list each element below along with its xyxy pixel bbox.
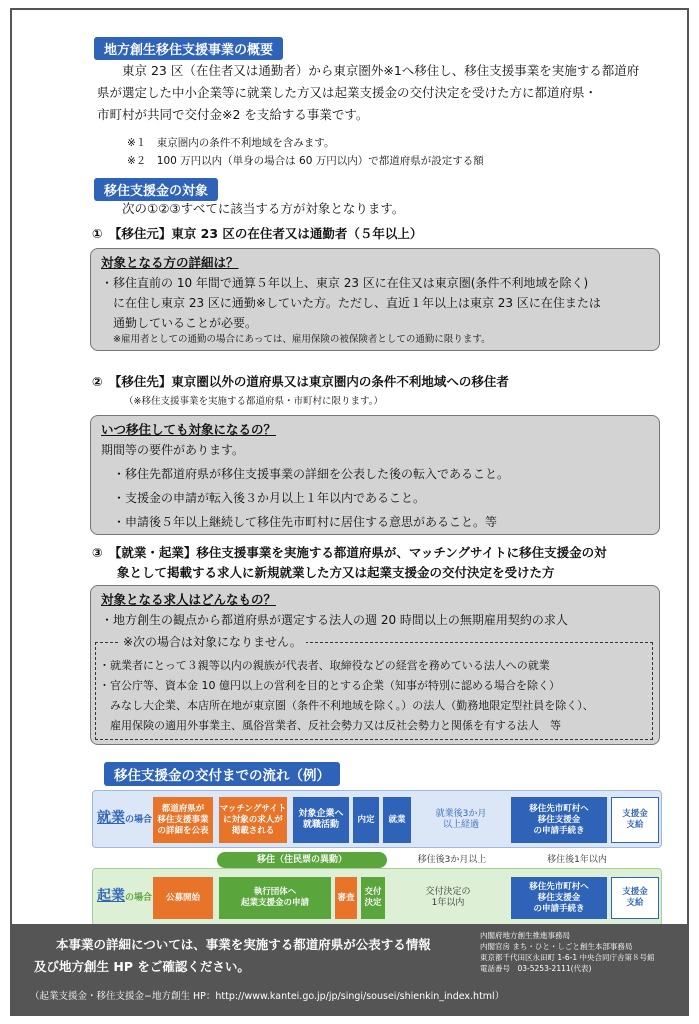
detail-box-title: 対象となる求人はどんなもの？: [101, 592, 277, 607]
overview-line: 東京 23 区（在住者又は通勤者）から東京圏外※1へ移住し、移住支援事業を実施する都道府: [122, 63, 640, 78]
target-intro: 次の①②③すべてに該当する方が対象となります。: [122, 201, 405, 216]
excluded-title: ※次の場合は対象になりません。: [119, 632, 306, 652]
flow-step: 就業後3か月 以上経過: [435, 809, 487, 830]
detail-note: ※雇用者としての通勤の場合にあっては、雇用保険の被保険者としての通勤に限ります。: [113, 334, 491, 345]
section-heading-target: 移住支援金の対象: [94, 178, 218, 201]
detail-box-2: [90, 415, 660, 535]
detail-box-3: [90, 585, 660, 745]
detail-box-title: いつ移住しても対象になるの？: [101, 422, 277, 437]
detail-line: ・移住先都道府県が移住支援事業の詳細を公表した後の転入であること。: [113, 467, 510, 481]
employment-label-big: 就業: [97, 810, 125, 826]
section-heading-flow: 移住支援金の交付までの流れ（例）: [104, 762, 340, 786]
footer-line: 本事業の詳細については、事業を実施する都道府県が公表する情報: [56, 937, 431, 952]
detail-line: 通勤していることが必要。: [101, 316, 258, 330]
requirement-2-note: （※移住支援事業を実施する都道府県・市町村に限ります。）: [124, 396, 383, 407]
flow-step: マッチングサイト に対象の求人が 掲載される: [219, 797, 287, 843]
contact-line: 内閣官房 まち・ひと・しごと創生本部事務局: [480, 942, 633, 951]
flow-step: 審査: [335, 877, 357, 919]
requirement-3-line: ③ 【就業・起業】移住支援事業を実施する都道府県が、マッチングサイトに移住支援金の対: [92, 545, 607, 560]
flow-step: 支援金 支給: [611, 797, 659, 843]
flow-step: 移住先市町村へ 移住支援金 の申請手続き: [511, 877, 607, 919]
contact-line: 東京都千代田区永田町 1-6-1 中央合同庁舎第８号館: [480, 953, 655, 962]
contact-line: 内閣府地方創生推進事務局: [480, 931, 570, 940]
flow-step: 移住先市町村へ 移住支援金 の申請手続き: [511, 797, 607, 843]
flyer-page: [10, 8, 689, 1016]
detail-line: ・移住直前の 10 年間で通算５年以上、東京 23 区に在住又は東京圏(条件不利地域を除く): [101, 276, 589, 290]
detail-line: に在住し東京 23 区に通勤※していた方。ただし、直近１年以上は東京 23 区に在住または: [101, 296, 601, 310]
detail-box-1: [90, 248, 660, 351]
detail-box-title: 対象となる方の詳細は？: [101, 255, 239, 270]
excluded-line: みなし大企業、本店所在地が東京圏（条件不利地域を除く。）の法人（勤務地限定型社員を除く）、: [99, 699, 594, 712]
flow-step: 対象企業へ 就職活動: [293, 797, 349, 843]
contact-line: 電話番号 03-5253-2111(代表): [480, 964, 592, 973]
requirement-3: [92, 543, 607, 583]
note-line: ※１ 東京圏内の条件不利地域を含みます。: [127, 137, 335, 149]
detail-line: ・支援金の申請が転入後３か月以上１年以内であること。: [113, 491, 426, 505]
startup-label-big: 起業: [97, 888, 125, 904]
overview-notes: [127, 134, 484, 170]
excluded-line: ・就業者にとって３親等以内の親族が代表者、取締役などの経営を務めている法人への就業: [99, 659, 550, 672]
detail-line: ・申請後５年以上継続して移住先市町村に居住する意思があること。等: [113, 515, 498, 529]
footer-contact: [480, 930, 655, 974]
flow-step: 就業: [383, 797, 411, 843]
within-1-year: 移住後1年以内: [547, 854, 607, 865]
overview-text: [97, 60, 677, 126]
flow-step: 都道府県が 移住支援事業 の詳細を公表: [153, 797, 213, 843]
flow-step: 交付決定の 1年以内: [425, 887, 471, 908]
excluded-line: ・官公庁等、資本金 10 億円以上の営利を目的とする企業（知事が特別に認める場合を除く）: [99, 679, 560, 692]
flow-startup-row: [92, 868, 662, 926]
note-line: ※２ 100 万円以内（単身の場合は 60 万円以内）で都道府県が設定する額: [127, 155, 484, 167]
detail-line: ・地方創生の観点から都道府県が選定する法人の週 20 時間以上の無期雇用契約の求人: [101, 613, 568, 627]
footer-url-line: （起業支援金・移住支援金−地方創生 HP：http://www.kantei.go.jp/jp/singi/sousei/shienkin_index.html）: [30, 991, 505, 1002]
requirement-1: ① 【移住元】東京 23 区の在住者又は通勤者（５年以上）: [92, 226, 423, 241]
flow-step: 内定: [353, 797, 379, 843]
flow-timeline: [157, 852, 657, 868]
overview-line: 県が選定した中小企業等に就業した方又は起業支援金の交付決定を受けた方に都道府県・: [97, 85, 598, 100]
flow-step: 支援金 支給: [611, 877, 659, 919]
employment-label: [97, 807, 152, 827]
overview-line: 市町村が共同で交付金※2 を支給する事業です。: [97, 107, 369, 122]
footer: [12, 924, 687, 1014]
startup-label-small: の場合: [125, 893, 153, 903]
requirement-2: ② 【移住先】東京圏以外の道府県又は東京圏内の条件不利地域への移住者: [92, 374, 509, 389]
section-heading-overview: 地方創生移住支援事業の概要: [94, 37, 283, 60]
startup-label: [97, 885, 152, 905]
footer-line: 及び地方創生 HP をご確認ください。: [34, 959, 250, 974]
detail-line: 期間等の要件があります。: [101, 443, 245, 457]
flow-step: 公募開始: [153, 877, 213, 919]
flow-employment-row: [92, 790, 662, 848]
after-3-months: 移住後3か月以上: [417, 854, 487, 865]
footer-text: [34, 934, 431, 978]
employment-label-small: の場合: [125, 815, 153, 825]
move-bar: 移住（住民票の異動）: [217, 852, 387, 868]
flow-step: 執行団体へ 起業支援金の申請: [219, 877, 331, 919]
excluded-line: 雇用保険の適用外事業主、風俗営業者、反社会勢力又は反社会勢力と関係を有する法人 等: [99, 719, 561, 732]
flow-step: 交付 決定: [361, 877, 385, 919]
requirement-3-line: 象として掲載する求人に新規就業した方又は起業支援金の交付決定を受けた方: [92, 565, 555, 580]
